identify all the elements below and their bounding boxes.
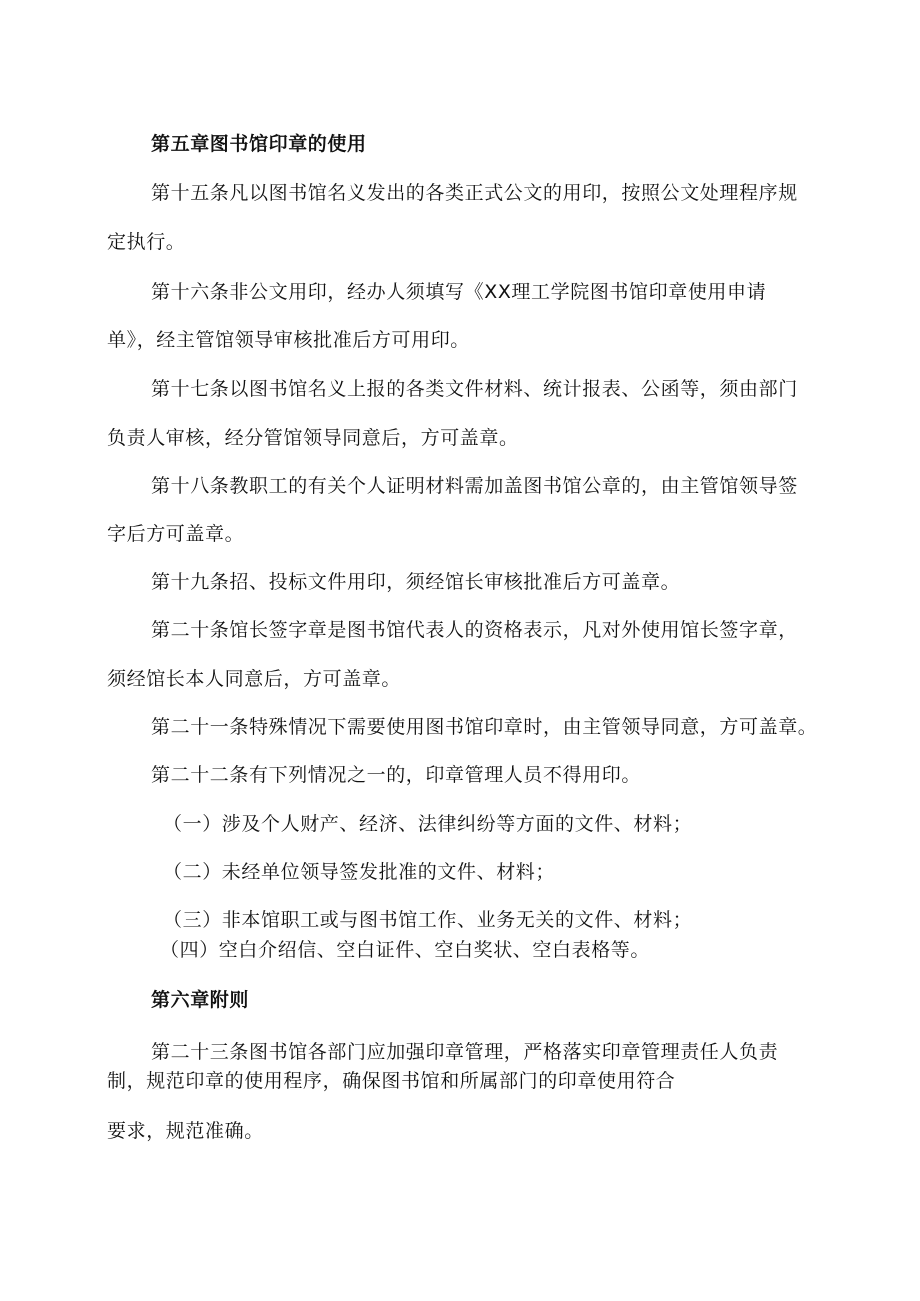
article-16-line-1: 第十六条非公文用印，经办人须填写《XX理工学院图书馆印章使用申请	[151, 281, 767, 303]
article-16-line-2: 单》，经主管馆领导审核批准后方可用印。	[107, 329, 470, 351]
chapter-6-heading: 第六章附则	[151, 989, 250, 1011]
chapter-5-heading: 第五章图书馆印章的使用	[151, 133, 367, 155]
article-15-line-1: 第十五条凡以图书馆名义发出的各类正式公文的用印，按照公文处理程序规	[151, 182, 798, 204]
article-20-line-2: 须经馆长本人同意后，方可盖章。	[107, 668, 402, 690]
article-17-line-2: 负责人审核，经分管馆领导同意后，方可盖章。	[107, 427, 519, 449]
article-22-line-1: 第二十二条有下列情况之一的，印章管理人员不得用印。	[151, 764, 642, 786]
article-23-line-2: 制，规范印章的使用程序，确保图书馆和所属部门的印章使用符合	[107, 1070, 676, 1092]
article-17-line-1: 第十七条以图书馆名义上报的各类文件材料、统计报表、公函等，须由部门	[151, 378, 798, 400]
article-18-line-1: 第十八条教职工的有关个人证明材料需加盖图书馆公章的，由主管馆领导签	[151, 475, 798, 497]
article-22-item-4: （四）空白介绍信、空白证件、空白奖状、空白表格等。	[160, 939, 651, 961]
article-23-line-3: 要求，规范准确。	[107, 1120, 264, 1142]
article-19-line-1: 第十九条招、投标文件用印，须经馆长审核批准后方可盖章。	[151, 571, 681, 593]
article-21-line-1: 第二十一条特殊情况下需要使用图书馆印章时，由主管领导同意，方可盖章。	[151, 716, 818, 738]
article-15-line-2: 定执行。	[107, 231, 186, 253]
article-22-item-1: （一）涉及个人财产、经济、法律纠纷等方面的文件、材料；	[163, 813, 693, 835]
article-20-line-1: 第二十条馆长签字章是图书馆代表人的资格表示，凡对外使用馆长签字章，	[151, 619, 798, 641]
article-22-item-2: （二）未经单位领导签发批准的文件、材料；	[163, 861, 556, 883]
article-18-line-2: 字后方可盖章。	[107, 523, 245, 545]
article-23-line-1: 第二十三条图书馆各部门应加强印章管理，严格落实印章管理责任人负责	[151, 1041, 779, 1063]
article-22-item-3: （三）非本馆职工或与图书馆工作、业务无关的文件、材料；	[163, 909, 693, 931]
